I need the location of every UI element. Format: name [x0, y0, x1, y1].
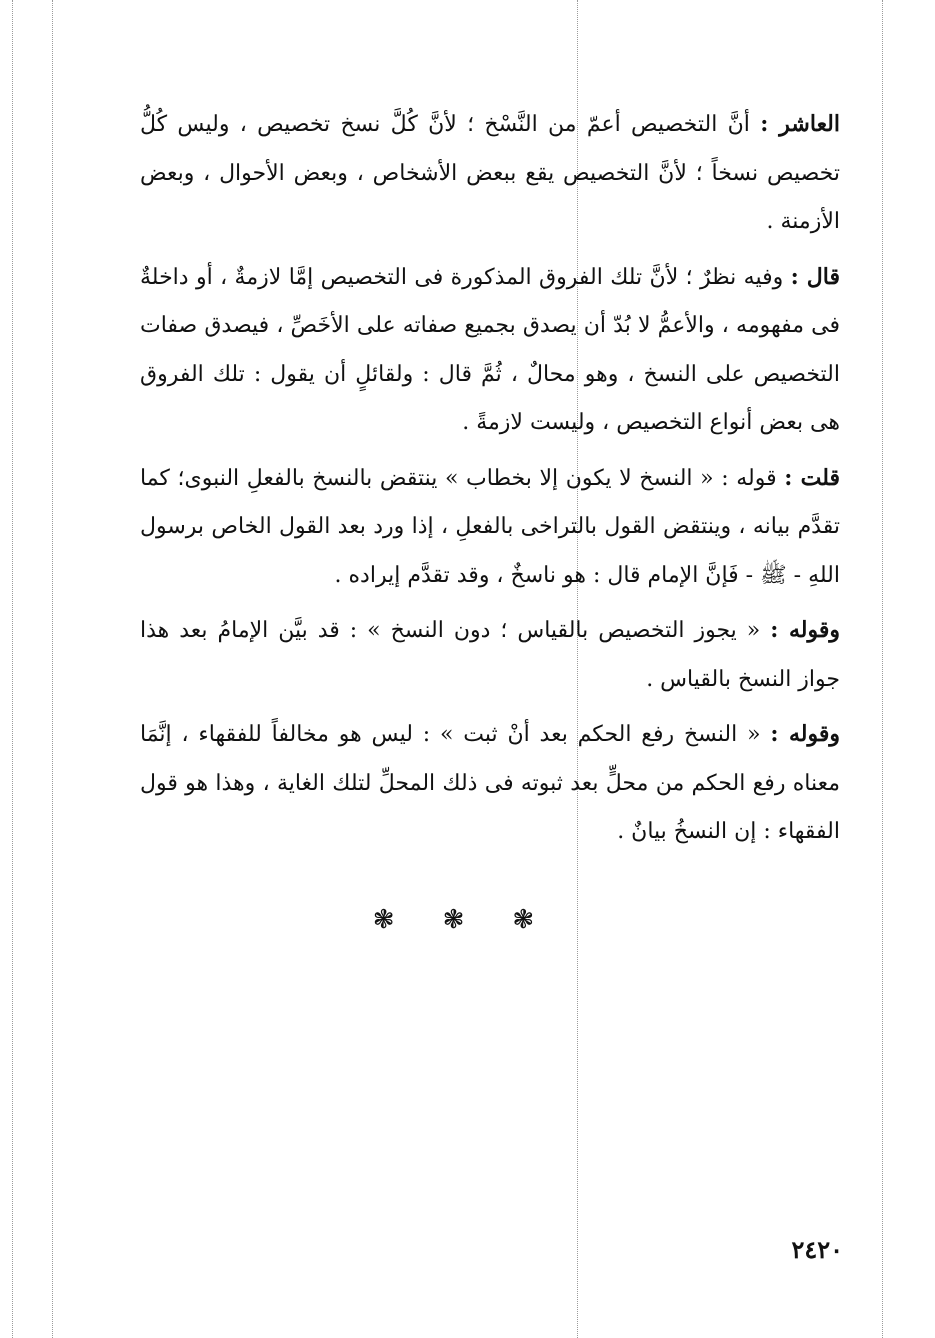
- scan-guide-line: [52, 0, 53, 1338]
- body-text: [140, 100, 840, 863]
- paragraph-lead: قلت :: [784, 464, 840, 491]
- star-ornament-icon: ❃: [442, 905, 493, 935]
- paragraph: [140, 606, 840, 704]
- paragraph: [140, 253, 840, 448]
- paragraph: [140, 710, 840, 857]
- paragraph-text: وفيه نظرٌ ؛ لأنَّ تلك الفروق المذكورة فى التخصيص إمَّا لازمةٌ ، أو داخلةٌ فى مفهومه ، والأعمُّ لا بُدّ أن يصدق بجميع صفاته على الأخَصِّ ، فيصدق صفات التخصيص على النسخ ، وهو محالٌ ، ثُمَّ قال : ولقائلٍ أن يقول : تلك الفروق هى بعض أنواع التخصيص ، وليست لازمةً .: [140, 264, 840, 435]
- paragraph-lead: وقوله :: [770, 721, 840, 747]
- paragraph-text: « النسخ رفع الحكم بعد أنْ ثبت » : ليس هو مخالفاً للفقهاء ، إنَّمَا معناه رفع الحكم من محلٍّ بعد ثبوته فى ذلك المحلِّ لتلك الغاية ، وهذا هو قول الفقهاء : إن النسخُ بيانٌ .: [140, 722, 840, 844]
- star-ornament-icon: ❃: [372, 905, 423, 935]
- paragraph-text: قوله : « النسخ لا يكون إلا بخطاب » ينتقض بالنسخ بالفعلِ النبوى؛ كما تقدَّم بيانه ، وينتقض القول بالتراخى بالفعلِ ، إذا ورد بعد القول الخاص برسول اللهِ - ﷺ - فَإنَّ الإمام قال : هو ناسخٌ ، وقد تقدَّم إيراده .: [140, 465, 840, 588]
- paragraph: [140, 100, 840, 247]
- paragraph-lead: العاشر :: [760, 111, 840, 137]
- section-divider-ornament: [0, 905, 935, 935]
- paragraph-lead: قال :: [790, 263, 841, 290]
- scan-guide-line: [882, 0, 883, 1338]
- paragraph-text: « يجوز التخصيص بالقياس ؛ دون النسخ » : قد بيَّن الإمامُ بعد هذا جواز النسخ بالقياس .: [140, 618, 840, 692]
- paragraph-text: أنَّ التخصيص أعمّ من النَّسْخ ؛ لأنَّ كُلَّ نسخ تخصيص ، وليس كُلُّ تخصيص نسخاً ؛ لأنَّ التخصيص يقع ببعض الأشخاص ، وبعض الأحوال ، وبعض الأزمنة .: [140, 112, 840, 234]
- star-ornament-icon: ❃: [512, 905, 563, 935]
- scan-guide-line: [12, 0, 13, 1338]
- paragraph: [140, 454, 840, 601]
- page-number: ٢٤٢٠: [791, 1235, 843, 1264]
- paragraph-lead: وقوله :: [770, 617, 841, 643]
